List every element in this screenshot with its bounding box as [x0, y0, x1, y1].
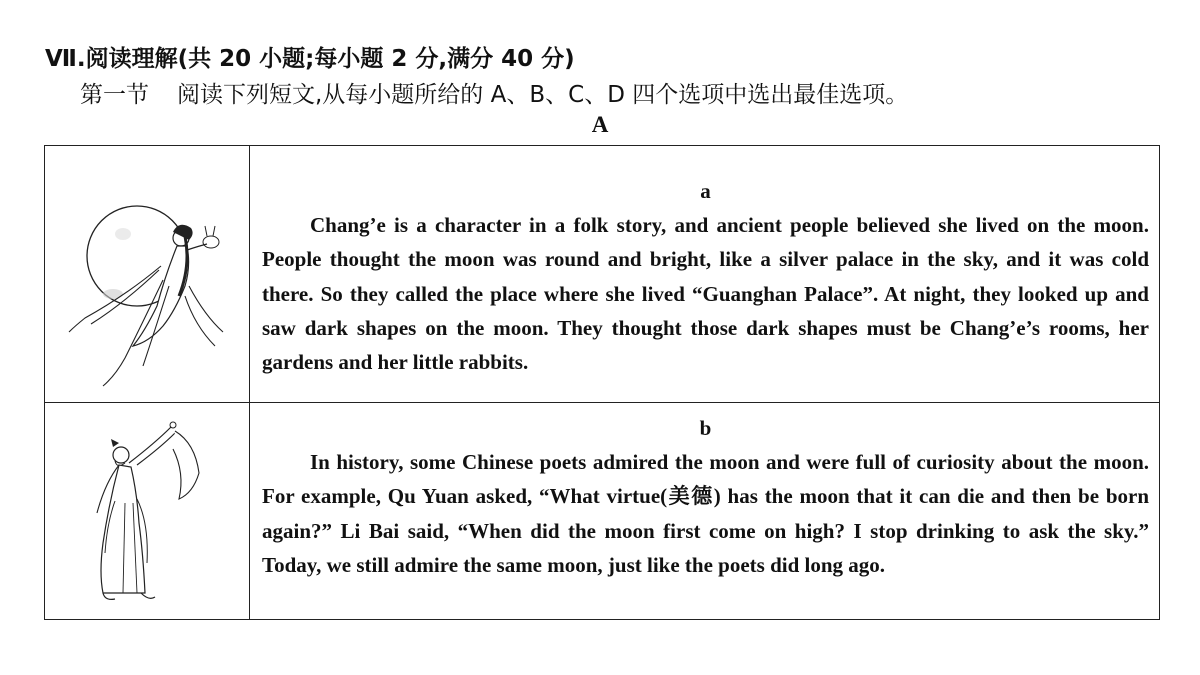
illustration-cell-a [45, 146, 250, 403]
instruction-text: 阅读下列短文,从每小题所给的 A、B、C、D 四个选项中选出最佳选项。 [177, 82, 909, 108]
poet-raising-cup-illustration [45, 403, 249, 619]
change-on-moon-illustration [45, 146, 249, 402]
instruction-section: 第一节 [80, 82, 149, 108]
passage-row-a [45, 146, 1160, 403]
passage-row-b [45, 403, 1160, 620]
section-title: Ⅶ.阅读理解(共 20 小题;每小题 2 分,满分 40 分) [45, 46, 575, 72]
passage-cell-a [250, 146, 1160, 403]
instruction-line [80, 76, 908, 109]
illustration-cell-b [45, 403, 250, 620]
section-letter: A [591, 112, 609, 137]
passage-cell-b [250, 403, 1160, 620]
passage-text: In history, some Chinese poets admired the moon and were full of curiosity about the moon. For example, Qu Yuan asked, “What virtue(美德) has the moon that it can die and then be born again?” Li Bai said, “When did the moon first come on high? I stop drinking to ask the sky.” Today, we still admire the same moon, just like the poets did long ago. [262, 450, 1149, 577]
passage-label: a [700, 179, 711, 203]
passage-label: b [699, 416, 712, 440]
passage-text: Chang’e is a character in a folk story, and ancient people believed she lived on the moon. People thought the moon was round and bright, like a silver palace in the sky, and it was cold there. So they called the place where she lived “Guanghan Palace”. At night, they looked up and saw dark shapes on the moon. They thought those dark shapes must be Chang’e’s rooms, her gardens and her little rabbits. [262, 213, 1149, 375]
passage-table [44, 145, 1160, 620]
